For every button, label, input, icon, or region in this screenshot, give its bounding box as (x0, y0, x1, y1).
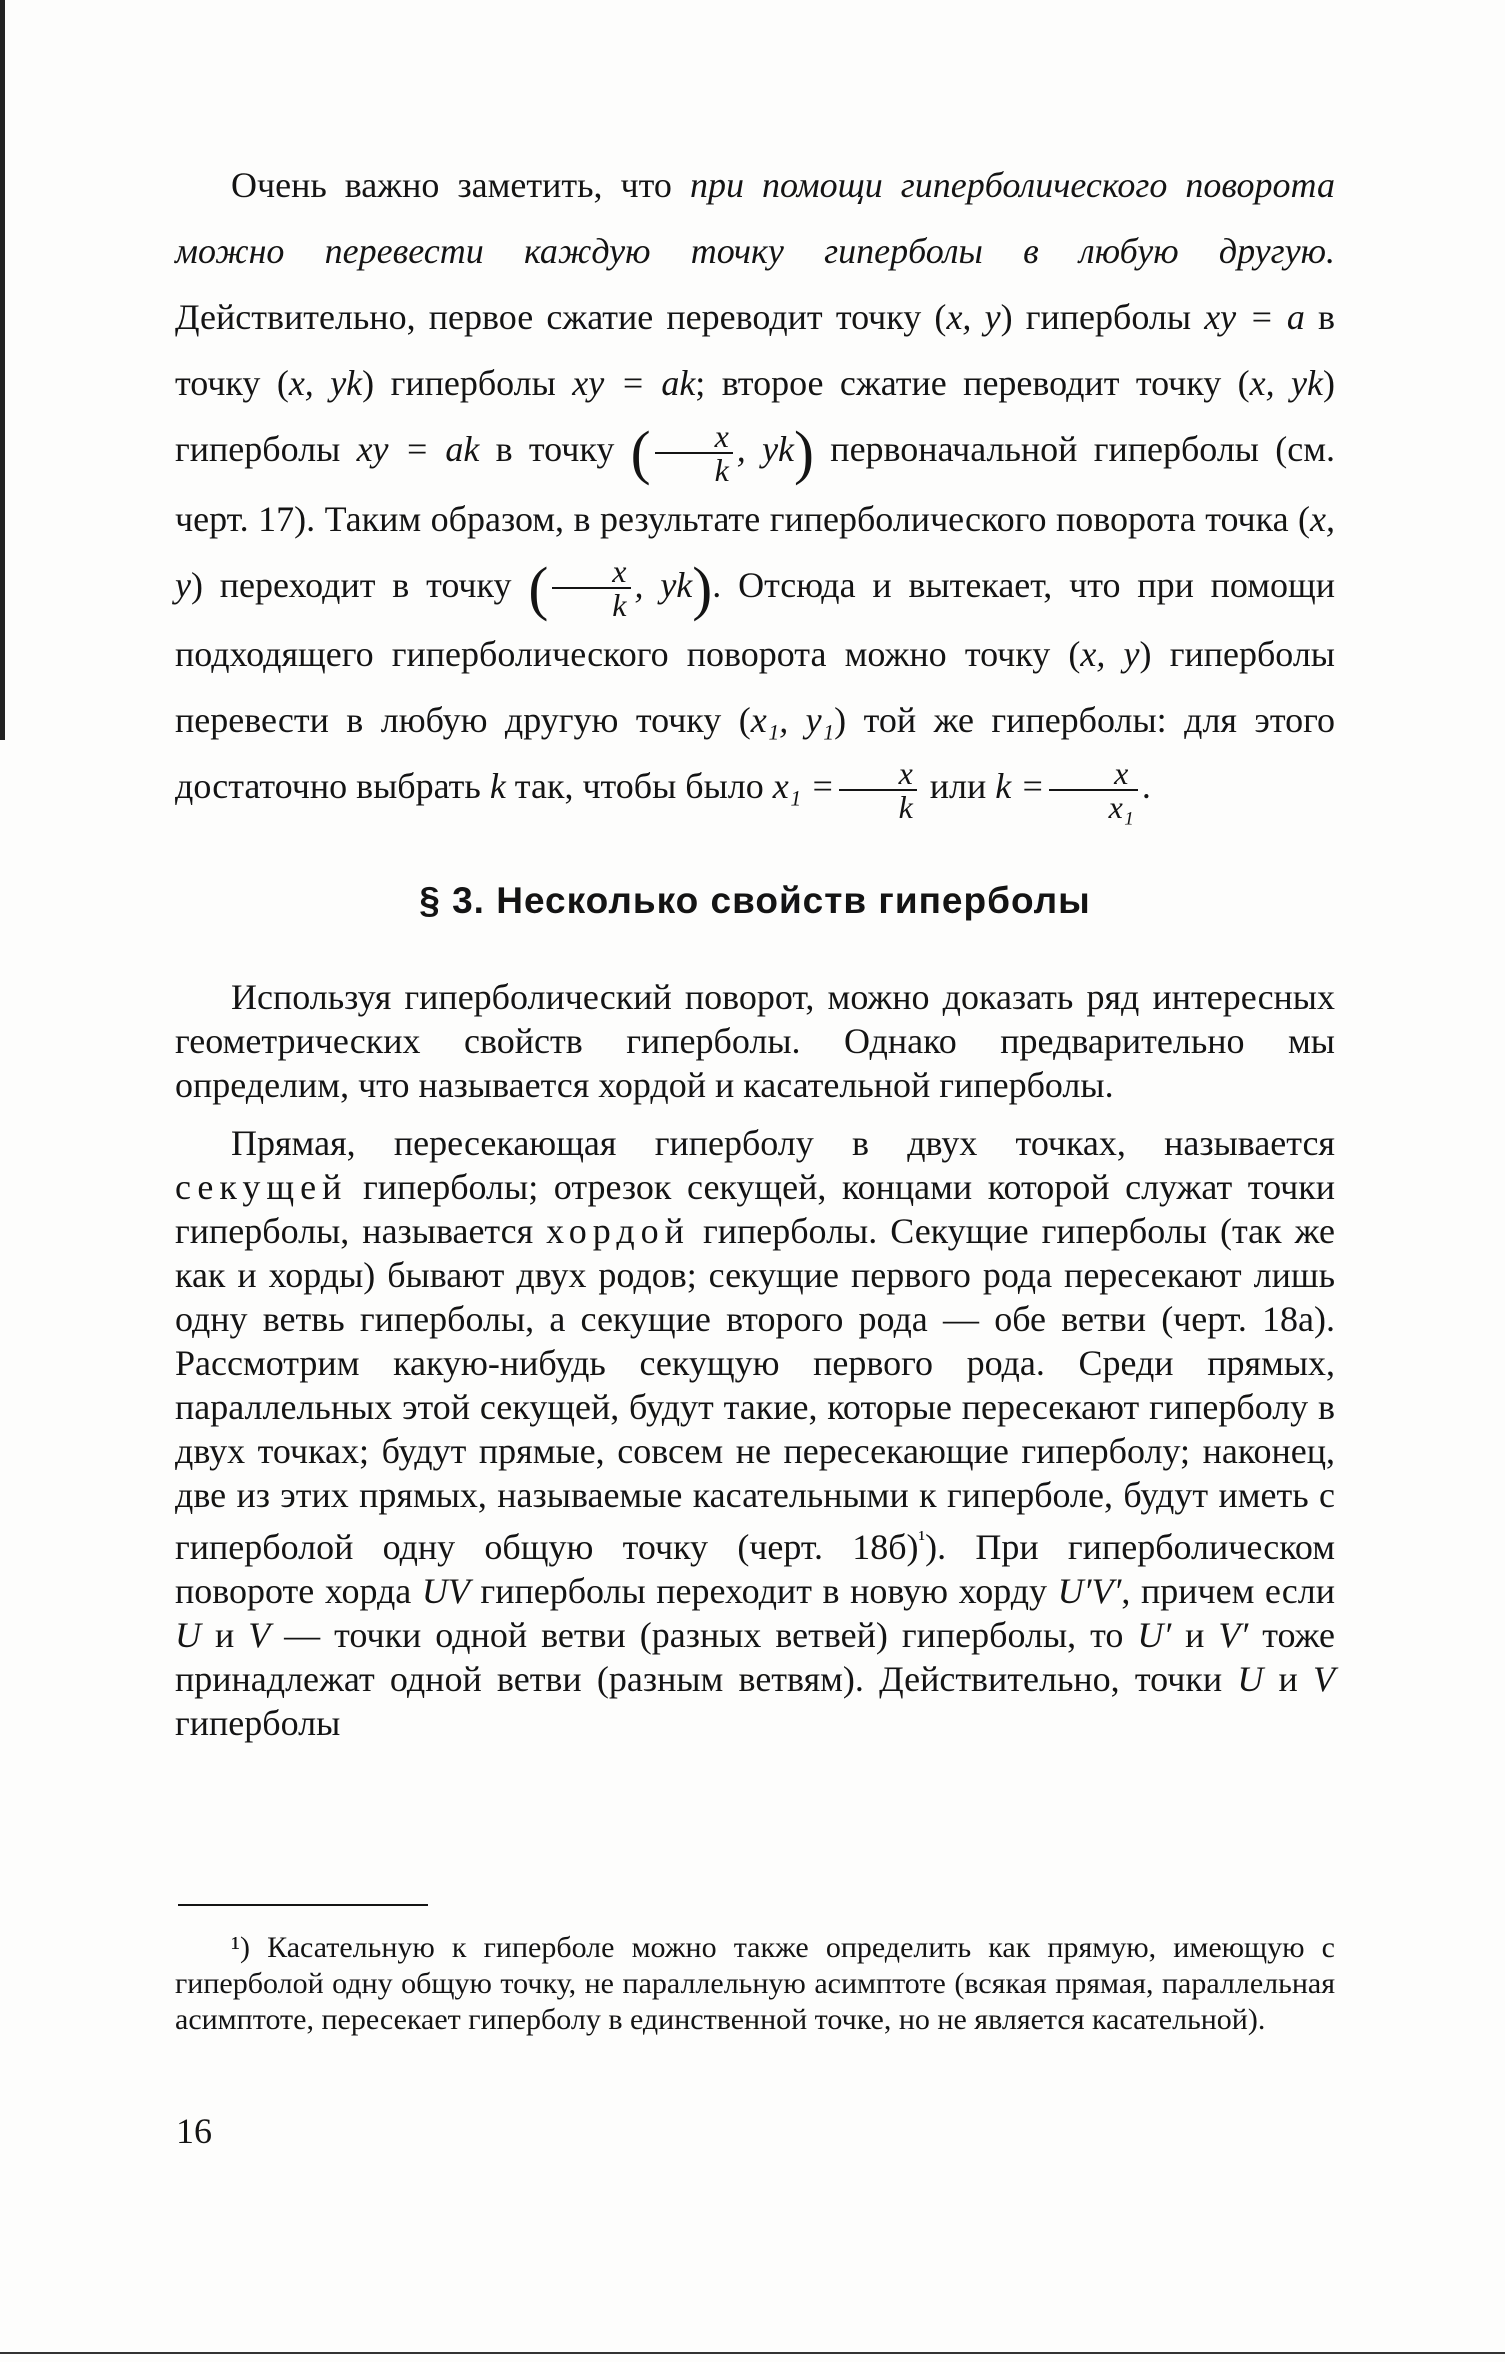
text: и (201, 1615, 249, 1655)
math: k = (995, 766, 1045, 807)
paren-close: ) (692, 555, 713, 622)
math: x, yk (288, 363, 363, 403)
fraction (1049, 755, 1138, 826)
numerator: x (1049, 757, 1138, 791)
paren-open: ( (528, 555, 549, 622)
denominator: k (898, 789, 913, 826)
term-chord: хордой (546, 1211, 690, 1251)
text: , причем если (1121, 1571, 1336, 1611)
text: ; второе сжатие переводит точку ( (695, 363, 1250, 403)
paren-open: ( (630, 419, 651, 486)
math: , yk (736, 429, 795, 469)
footnote-marker: ¹ (918, 1526, 926, 1551)
footnote (175, 1930, 1335, 2038)
text: ) гиперболы (362, 363, 573, 403)
footnote-rule (178, 1904, 428, 1906)
math: xy = a (1204, 297, 1305, 337)
text: ) переходит в точку (190, 564, 529, 605)
text: гиперболы. Секущие гиперболы (так же как и хорды) бывают двух родов; секущие первого рода пересекают лишь одну ветвь гиперболы, а секущие второго рода — обе ветви (черт. 18а). Рассмотрим какую-нибудь секущую первого рода. Среди прямых, параллельных этой секущей, будут такие, которые пересекают гиперболу в двух точках; будут прямые, совсем не пересекающие гиперболу; наконец, две из этих прямых, называемые касательными к гиперболе, будут иметь с гиперболой одну общую точку (черт. 18б) (175, 1211, 1335, 1567)
paragraph-rotation (175, 152, 1336, 826)
scan-edge (0, 0, 5, 740)
math: xy = ak (572, 363, 696, 403)
text: первоначальной гиперболы (см. черт. 17). Таким образом, в результате гиперболического поворота точка ( (175, 429, 1335, 539)
math: x₁, y₁ (750, 700, 835, 741)
math: x, y (175, 498, 1335, 605)
numerator: x (839, 757, 917, 791)
math: U (175, 1615, 201, 1655)
math: x, yk (1249, 363, 1324, 403)
math: x, y (946, 297, 1001, 337)
math: UV (421, 1571, 470, 1611)
denominator: k (612, 587, 627, 624)
page-number: 16 (176, 2111, 212, 2151)
text: Очень важно заметить, что (231, 165, 690, 205)
text: ). При гиперболическом повороте хорда (175, 1527, 1335, 1611)
text: . Отсюда и вытекает, что при помощи подходящего гиперболического поворота можно точку ( (175, 564, 1335, 675)
fraction (839, 755, 917, 826)
math: V (1313, 1659, 1336, 1699)
text: так, чтобы было (505, 766, 773, 807)
fraction (552, 553, 630, 624)
math: x₁ = (772, 766, 835, 807)
text: в точку (479, 429, 631, 469)
text: ) гиперболы (1000, 297, 1205, 337)
paragraph-1 (175, 152, 1336, 826)
math: V (248, 1615, 271, 1655)
math: k (489, 766, 506, 807)
text: ) гиперболы (175, 363, 1336, 469)
text: ) той же гиперболы: для этого достаточно выбрать (175, 700, 1336, 807)
term-secant: секущей (175, 1167, 348, 1207)
numerator: x (655, 420, 733, 454)
math: U′V′ (1057, 1571, 1122, 1611)
text: в точку ( (175, 297, 1336, 403)
text: гиперболы (175, 1703, 341, 1743)
math: U (1237, 1659, 1264, 1699)
math: U′ (1137, 1615, 1172, 1655)
denominator: x₁ (1108, 789, 1134, 826)
italic-statement: при помощи гиперболического поворота можно перевести каждую точку гиперболы в любую другую. (175, 165, 1335, 271)
text: Прямая, пересекающая гиперболу в двух точках, называется (231, 1123, 1335, 1163)
scan-bottom-edge (0, 2352, 1505, 2354)
section-title: § 3. Несколько свойств гиперболы (419, 880, 1091, 921)
text: тоже принадлежат одной ветви (разным ветвям). Действительно, точки (175, 1615, 1336, 1699)
text: Действительно, первое сжатие переводит точку ( (175, 297, 947, 337)
text: . (1141, 766, 1151, 807)
paren-close: ) (794, 419, 815, 486)
footnote-text: ¹) Касательную к гиперболе можно также определить как прямую, имеющую с гиперболой одну общую точку, не параллельную асимптоте (всякая прямая, параллельная асимптоте, пересекает гиперболу в единственной точке, но не является касательной). (175, 1931, 1335, 2036)
text: гиперболы; отрезок секущей, концами которой служат точки гиперболы, называется (175, 1167, 1335, 1251)
math: , yk (634, 564, 693, 605)
math: V′ (1218, 1615, 1249, 1655)
text: и (1171, 1615, 1219, 1655)
denominator: k (714, 451, 729, 488)
body-section (175, 975, 1335, 1745)
numerator: x (552, 555, 630, 589)
math: xy = ak (356, 429, 480, 469)
text: или (920, 766, 996, 807)
text: — точки одной ветви (разных ветвей) гиперболы, то (270, 1615, 1138, 1655)
math: x, y (1080, 634, 1140, 675)
fraction (655, 417, 733, 488)
text: и (1263, 1659, 1314, 1699)
paragraph-2: Используя гиперболический поворот, можно доказать ряд интересных геометрических свойств гиперболы. Однако предварительно мы определим, что называется хордой и касательной гиперболы. (175, 977, 1335, 1105)
paragraph-3 (175, 1121, 1335, 1745)
text: ) гиперболы перевести в любую другую точку ( (175, 634, 1335, 741)
text: гиперболы переходит в новую хорду (469, 1571, 1058, 1611)
